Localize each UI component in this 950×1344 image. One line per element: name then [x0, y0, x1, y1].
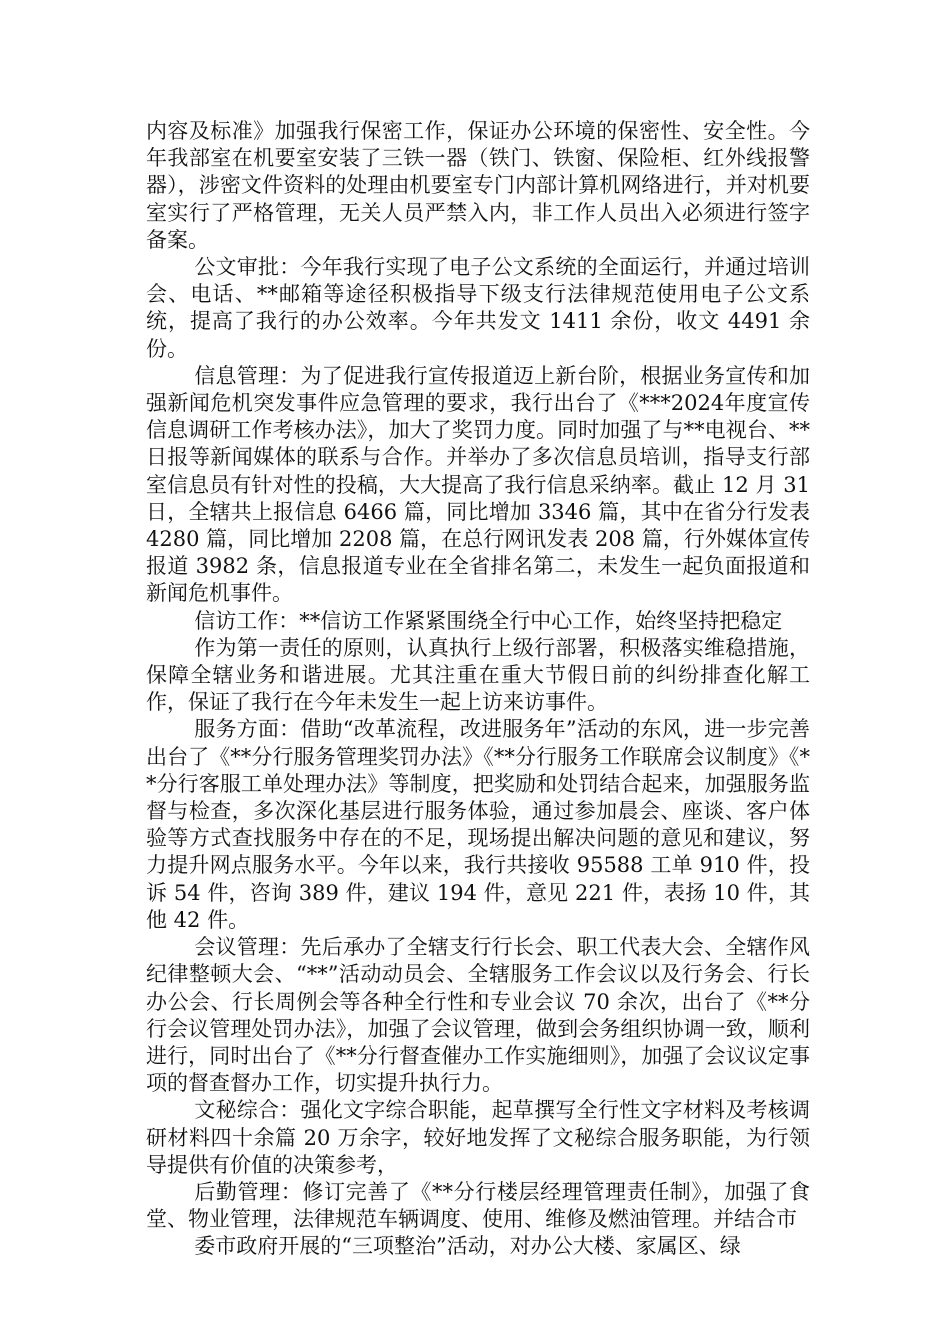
paragraph-service: 服务方面：借助“改革流程，改进服务年”活动的东风，进一步完善出台了《**分行服务管理奖罚办法》《**分行服务工作联席会议制度》《**分行客服工单处理办法》等制度，把奖励和处罚结合起来，加强服务监督与检查，多次深化基层进行服务体验，通过参加晨会、座谈、客户体验等方式查找服务中存在的不足，现场提出解决问题的意见和建议，努力提升网点服务水平。今年以来，我行共接收 95588 工单 910 件，投诉 54 件，咨询 389 件，建议 194 件，意见 221 件，表扬 10 件，其他 42 件。 — [146, 717, 810, 932]
document-body — [146, 118, 817, 1261]
paragraph-petition-work: 信访工作：**信访工作紧紧围绕全行中心工作，始终坚持把稳定 — [194, 608, 783, 633]
paragraph-secretarial: 文秘综合：强化文字综合职能，起草撰写全行性文字材料及考核调研材料四十余篇 20 万余字，较好地发挥了文秘综合服务职能，为行领导提供有价值的决策参考， — [146, 1098, 810, 1177]
paragraph-petition-continued: 作为第一责任的原则，认真执行上级行部署，积极落实维稳措施，保障全辖业务和谐进展。尤其注重在重大节假日前的纠纷排查化解工作，保证了我行在今年未发生一起上访来访事件。 — [146, 635, 810, 715]
paragraph-meeting-management: 会议管理：先后承办了全辖支行行长会、职工代表大会、全辖作风纪律整顿大会、“**”活动动员会、全辖服务工作会议以及行务会、行长办公会、行长周例会等各种全行性和专业会议 70 余次，出台了《**分行会议管理处罚办法》，加强了会议管理，做到会务组织协调一致，顺利进行，同时出台了《**分行督查催办工作实施细则》，加强了会议议定事项的督查督办工作，切实提升执行力。 — [146, 935, 810, 1096]
paragraph-document-approval: 公文审批：今年我行实现了电子公文系统的全面运行，并通过培训会、电话、**邮箱等途径积极指导下级支行法律规范使用电子公文系统，提高了我行的办公效率。今年共发文 1411 余份，收文 4491 余份。 — [146, 255, 810, 361]
paragraph-confidentiality: 内容及标准》加强我行保密工作，保证办公环境的保密性、安全性。今年我部室在机要室安装了三铁一器（铁门、铁窗、保险柜、红外线报警器），涉密文件资料的处理由机要室专门内部计算机网络进行，并对机要室实行了严格管理，无关人员严禁入内，非工作人员出入必须进行签字备案。 — [146, 119, 810, 252]
paragraph-logistics: 后勤管理：修订完善了《**分行楼层经理管理责任制》，加强了食堂、物业管理，法律规范车辆调度、使用、维修及燃油管理。并结合市 — [146, 1179, 810, 1232]
paragraph-information-management: 信息管理：为了促进我行宣传报道迈上新台阶，根据业务宣传和加强新闻危机突发事件应急管理的要求，我行出台了《***2024年度宣传信息调研工作考核办法》，加大了奖罚力度。同时加强了与**电视台、**日报等新闻媒体的联系与合作。并举办了多次信息员培训，指导支行部室信息员有针对性的投稿，大大提高了我行信息采纳率。截止 12 月 31 日，全辖共上报信息 6466 篇，同比增加 3346 篇，其中在省分行发表 4280 篇，同比增加 2208 篇，在总行网讯发表 208 篇，行外媒体宣传报道 3982 条，信息报道专业在全省排名第二，未发生一起负面报道和新闻危机事件。 — [146, 363, 817, 606]
paragraph-logistics-continued: 委市政府开展的“三项整治”活动，对办公大楼、家属区、绿 — [194, 1234, 741, 1259]
